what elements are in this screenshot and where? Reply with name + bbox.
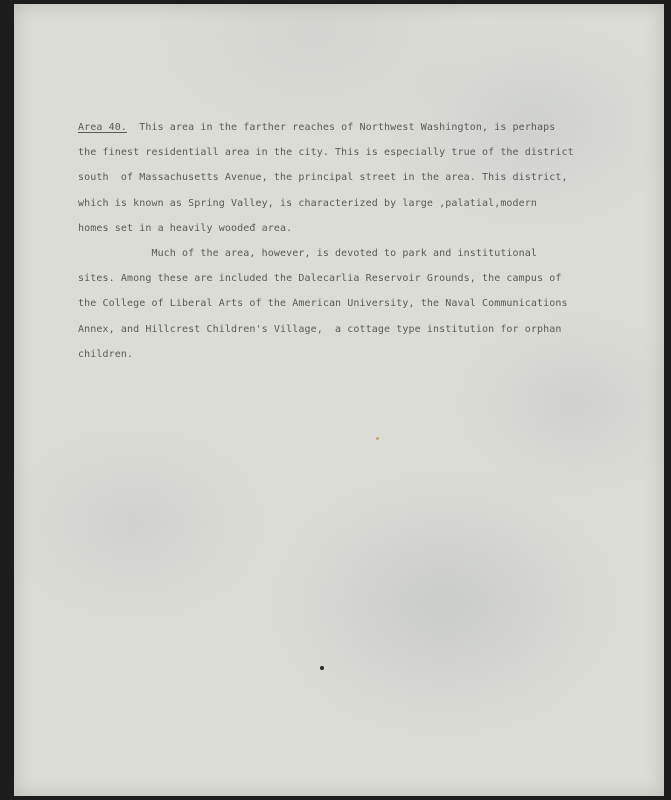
paragraph-2-line-5: children. xyxy=(78,348,134,360)
paragraph-1-line-2: the finest residentiall area in the city. This is especially true of the district xyxy=(78,147,574,159)
paragraph-2-line-1: Much of the area, however, is devoted to park and institutional xyxy=(78,248,538,260)
paragraph-2-line-2: sites. Among these are included the Dalecarlia Reservoir Grounds, the campus of xyxy=(78,273,562,285)
area-heading: Area 40. xyxy=(78,122,127,133)
typewritten-text xyxy=(78,115,638,367)
paragraph-2-line-3: the College of Liberal Arts of the American University, the Naval Communications xyxy=(78,298,568,310)
paragraph-1-line-5: homes set in a heavily woodeđ area. xyxy=(78,222,293,234)
ink-dot xyxy=(320,666,324,670)
paragraph-1-line-3: south of Massachusetts Avenue, the principal street in the area. This district, xyxy=(78,172,568,184)
paper-speck xyxy=(376,437,379,440)
paragraph-1-line-1: Area 40. This area in the farther reaches of Northwest Washington, is perhaps xyxy=(78,122,556,133)
paragraph-1-line-4: which is known as Spring Valley, is characterized by large ,palatial,modern xyxy=(78,197,538,209)
paragraph-2-line-4: Annex, and Hillcrest Children's Village, a cottage type institution for orphan xyxy=(78,323,562,335)
